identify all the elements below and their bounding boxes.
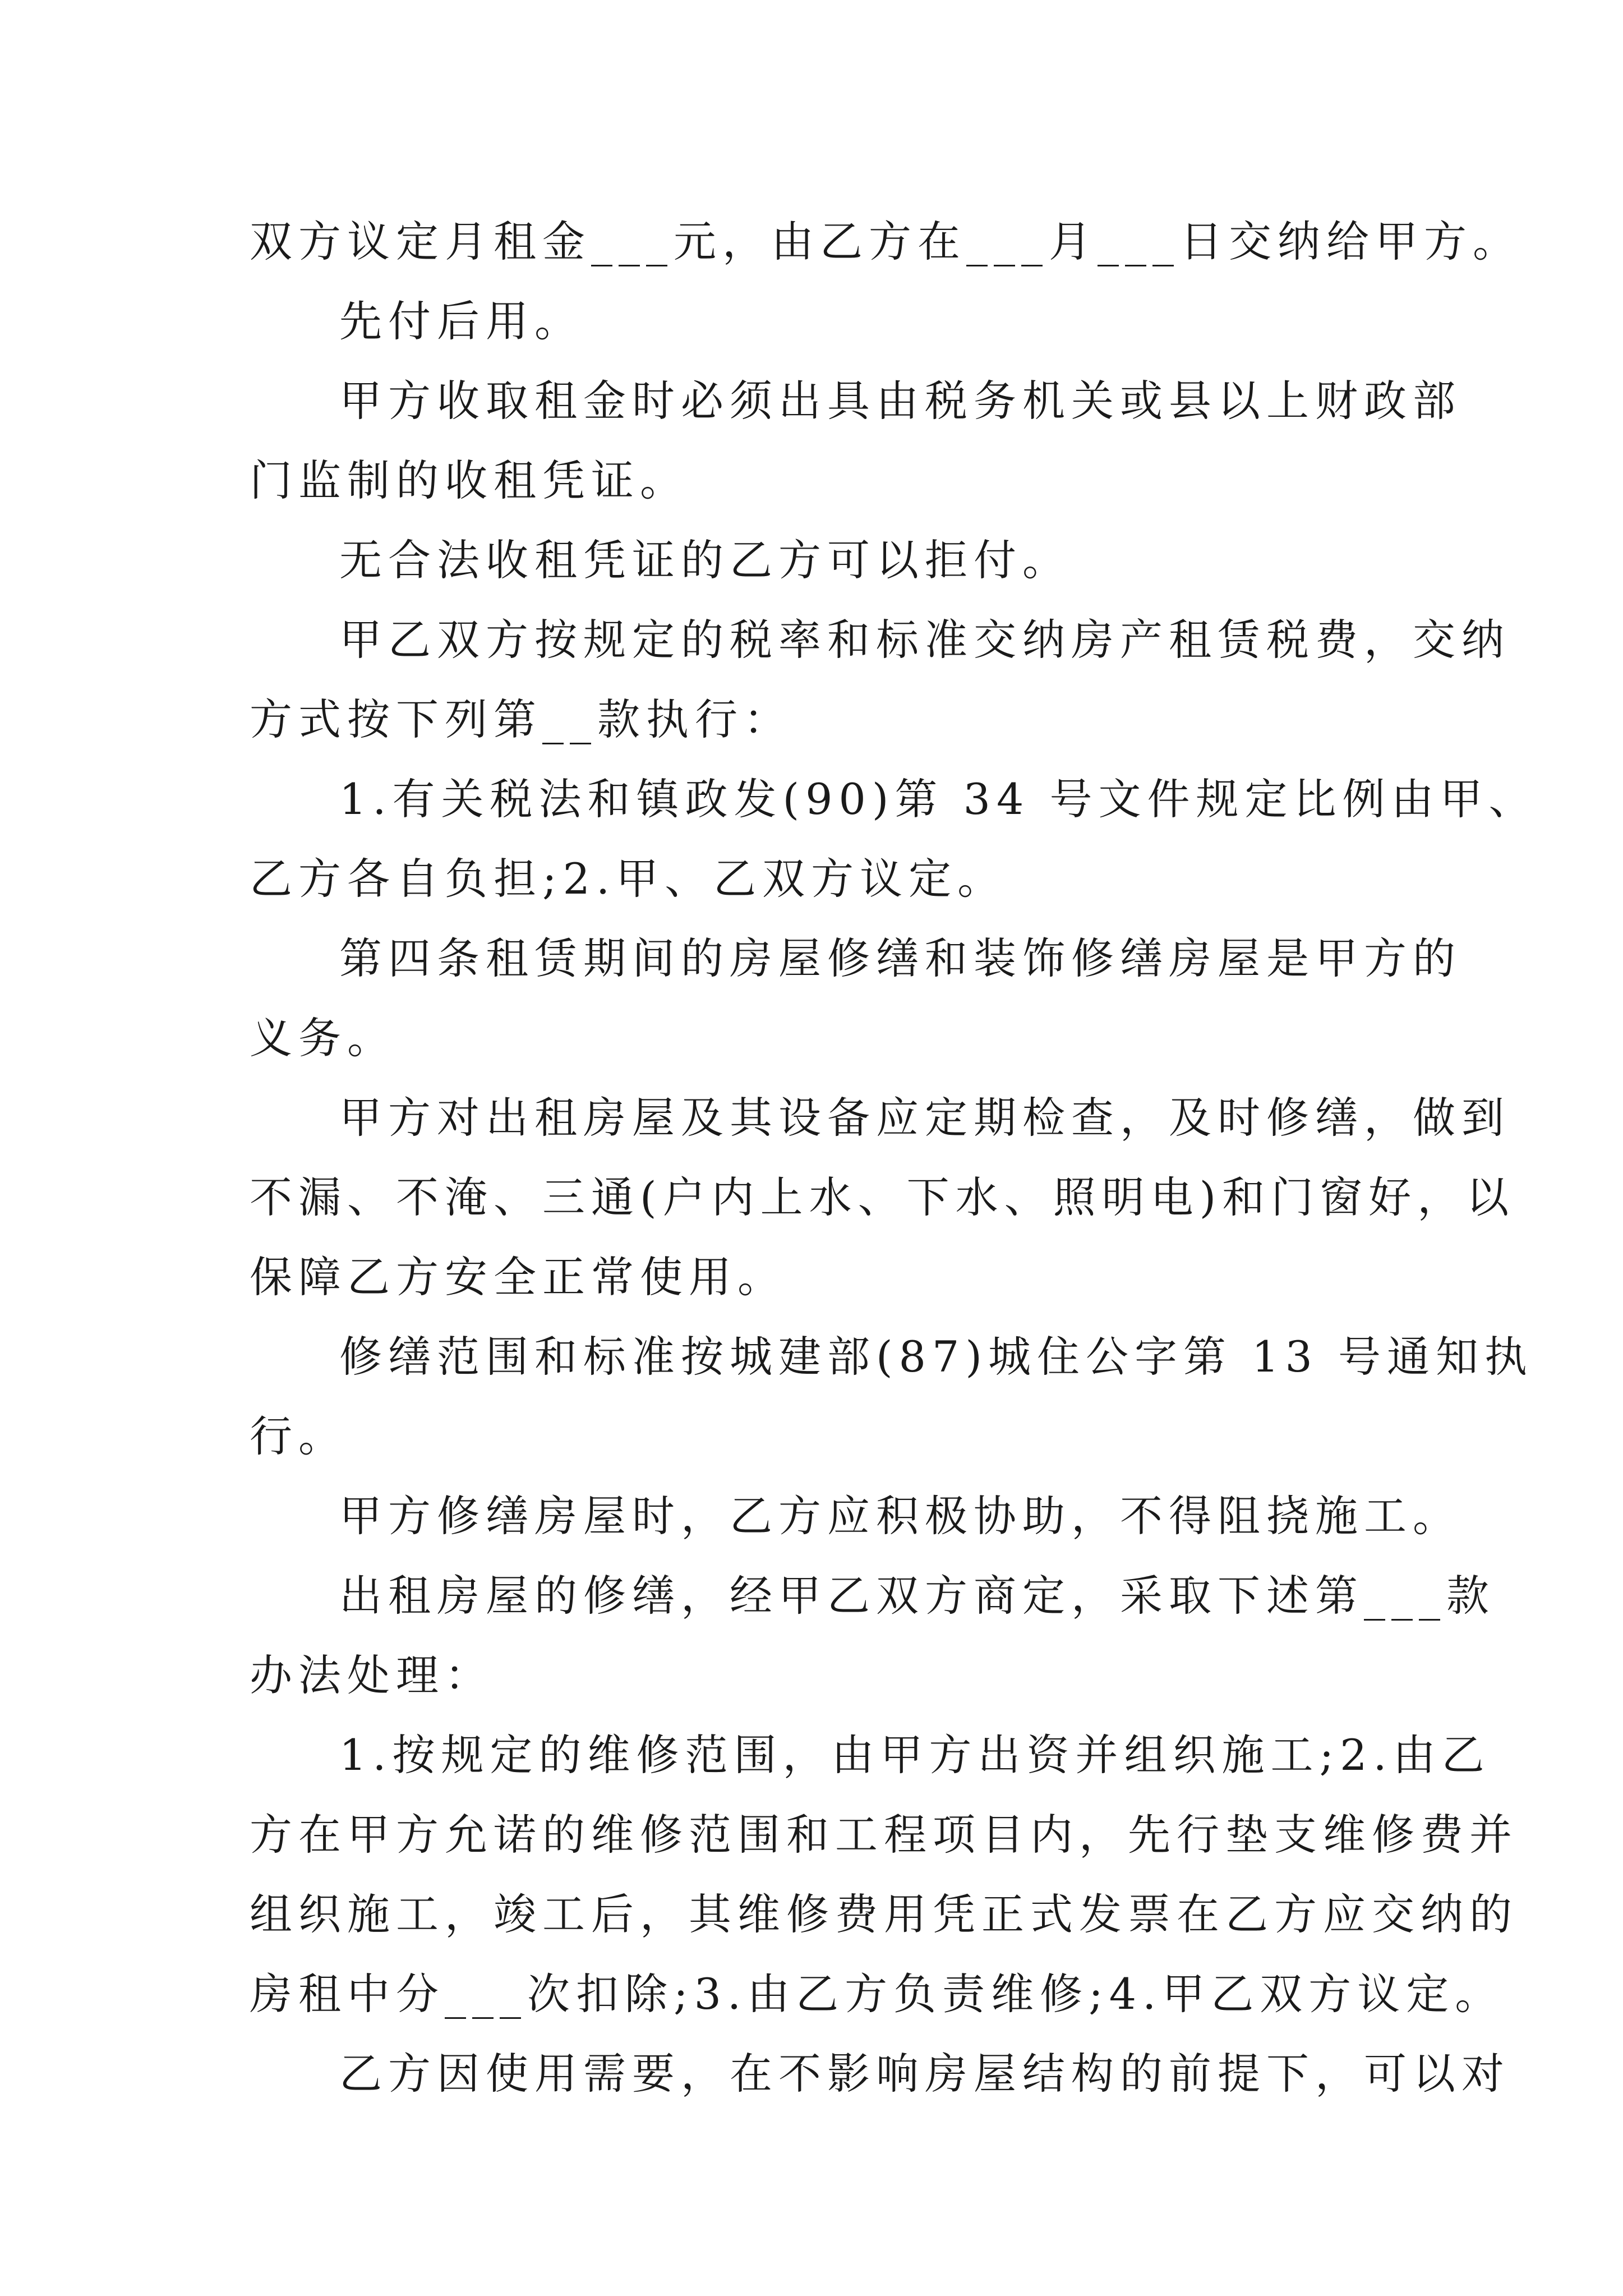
text-line: 组织施工，竣工后，其维修费用凭正式发票在乙方应交纳的 <box>250 1889 1518 1939</box>
text-line: 甲方收取租金时必须出具由税务机关或县以上财政部 <box>339 376 1461 426</box>
text-line: 方式按下列第__款执行： <box>250 694 792 744</box>
text-line: 1.按规定的维修范围，由甲方出资并组织施工;2.由乙 <box>339 1730 1491 1780</box>
text-line: 修缮范围和标准按城建部(87)城住公字第 13 号通知执 <box>339 1332 1534 1382</box>
text-line: 不漏、不淹、三通(户内上水、下水、照明电)和门窗好，以 <box>250 1172 1515 1222</box>
document-body <box>250 202 1538 2114</box>
text-line: 甲方修缮房屋时，乙方应积极协助，不得阻挠施工。 <box>339 1491 1461 1541</box>
text-line: 甲乙双方按规定的税率和标准交纳房产租赁税费，交纳 <box>339 615 1510 665</box>
text-line: 方在甲方允诺的维修范围和工程项目内，先行垫支维修费并 <box>250 1810 1518 1860</box>
text-line: 无合法收租凭证的乙方可以拒付。 <box>339 535 1071 585</box>
text-line: 门监制的收租凭证。 <box>250 455 689 505</box>
text-line: 房租中分___次扣除;3.由乙方负责维修;4.甲乙双方议定。 <box>250 1969 1504 2019</box>
text-line: 乙方因使用需要，在不影响房屋结构的前提下，可以对 <box>339 2049 1510 2099</box>
text-line: 乙方各自负担;2.甲、乙双方议定。 <box>250 854 1007 904</box>
text-line: 办法处理： <box>250 1650 494 1700</box>
text-line: 行。 <box>250 1411 347 1461</box>
text-line: 第四条租赁期间的房屋修缮和装饰修缮房屋是甲方的 <box>339 933 1461 983</box>
text-line: 保障乙方安全正常使用。 <box>250 1252 786 1302</box>
text-line: 先付后用。 <box>339 296 583 346</box>
text-line: 义务。 <box>250 1013 396 1063</box>
text-line: 双方议定月租金___元，由乙方在___月___日交纳给甲方。 <box>250 217 1521 266</box>
text-line: 出租房屋的修缮，经甲乙双方商定，采取下述第___款 <box>339 1571 1495 1621</box>
text-line: 甲方对出租房屋及其设备应定期检查，及时修缮，做到 <box>339 1093 1510 1143</box>
text-line: 1.有关税法和镇政发(90)第 34 号文件规定比例由甲、 <box>339 774 1538 824</box>
